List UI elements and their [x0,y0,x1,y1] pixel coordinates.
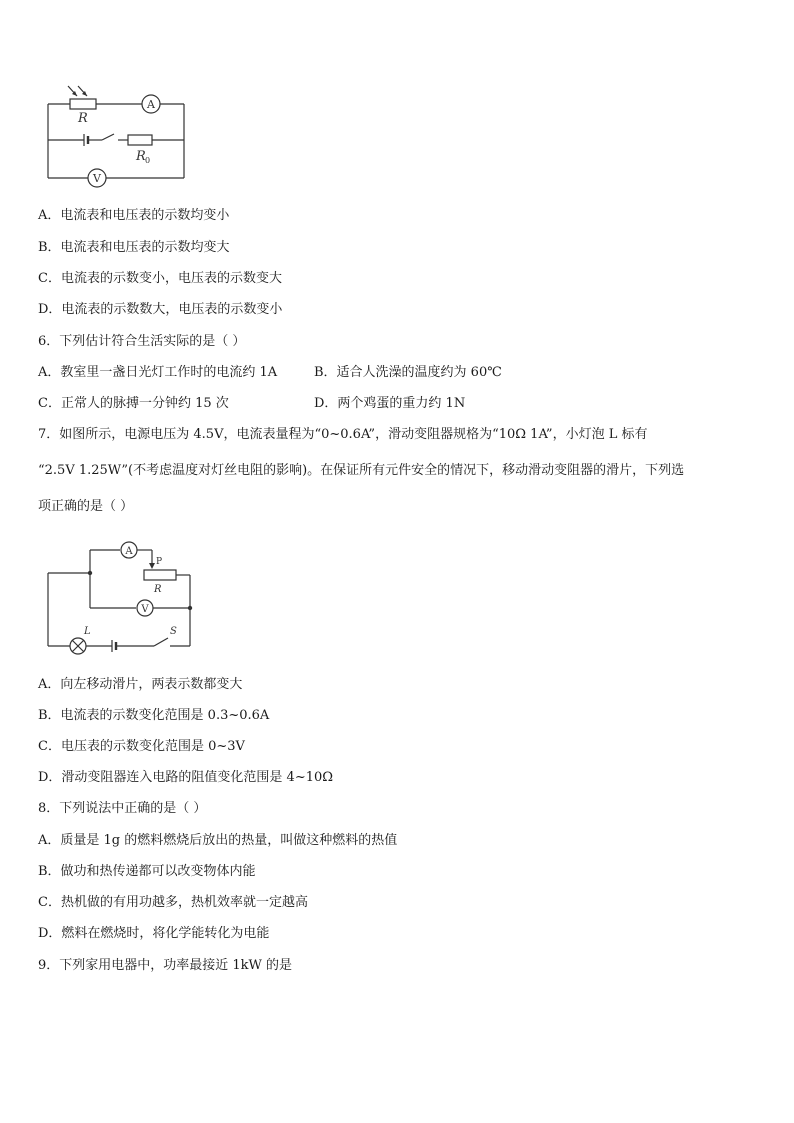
q5-option-c: C．电流表的示数变小，电压表的示数变大 [38,271,282,286]
ammeter-label-2: A [125,546,133,557]
q6-option-a: A．教室里一盏日光灯工作时的电流约 1A [38,365,278,380]
ammeter-label: A [147,98,155,111]
q8-option-a: A．质量是 1g 的燃料燃烧后放出的热量，叫做这种燃料的热值 [38,833,398,848]
q6-option-d: D．两个鸡蛋的重力约 1N [314,396,466,411]
q7-option-d: D．滑动变阻器连入电路的阻值变化范围是 4~10Ω [38,770,334,785]
q7-stem-line-2: “2.5V 1.25W”(不考虑温度对灯丝电阻的影响)。在保证所有元件安全的情况下，移动滑动变阻器的滑片，下列选 [38,463,685,478]
q7-stem-line-3: 项正确的是（ ） [38,499,134,514]
label-s: S [170,626,177,637]
q6-stem: 6．下列估计符合生活实际的是（ ） [38,334,246,349]
q8-option-b: B．做功和热传递都可以改变物体内能 [38,864,256,879]
q8-stem: 8．下列说法中正确的是（ ） [38,801,207,816]
q7-option-c: C．电压表的示数变化范围是 0~3V [38,739,245,754]
circuit-diagram-1 [40,80,200,192]
q6-option-b: B．适合人洗澡的温度约为 60℃ [314,365,502,380]
q8-option-c: C．热机做的有用功越多，热机效率就一定越高 [38,895,308,910]
q7-option-b: B．电流表的示数变化范围是 0.3~0.6A [38,708,270,723]
voltmeter-label: V [93,172,101,185]
voltmeter-label-2: V [141,604,149,615]
q9-stem: 9．下列家用电器中，功率最接近 1kW 的是 [38,958,293,973]
label-p: P [156,557,163,567]
q5-option-d: D．电流表的示数数大，电压表的示数变小 [38,302,283,317]
label-r-2: R [154,584,162,595]
q7-option-a: A．向左移动滑片，两表示数都变大 [38,677,243,692]
circuit-diagram-2 [40,538,210,656]
q5-option-b: B．电流表和电压表的示数均变大 [38,240,230,255]
q7-stem-line-1: 7．如图所示，电源电压为 4.5V，电流表量程为“0~0.6A”，滑动变阻器规格为“10Ω 1A”，小灯泡 L 标有 [38,427,648,442]
q6-option-c: C．正常人的脉搏一分钟约 15 次 [38,396,229,411]
label-r0: R [136,149,146,164]
label-l: L [84,626,91,637]
q5-option-a: A．电流表和电压表的示数均变小 [38,208,230,223]
label-r: R [78,111,88,126]
label-r0-sub: 0 [145,156,151,165]
q8-option-d: D．燃料在燃烧时，将化学能转化为电能 [38,926,270,941]
